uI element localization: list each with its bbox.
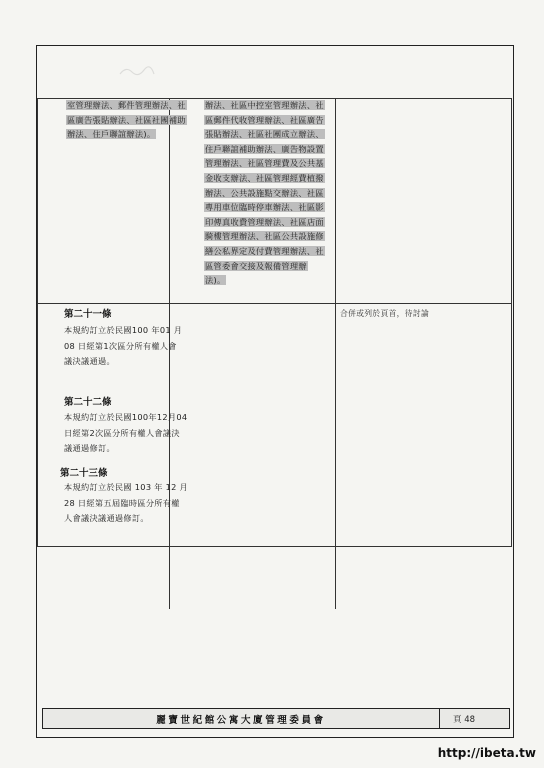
discussion-note: 合併或列於頁首，待討論 [340, 309, 430, 318]
text-line: 本規約訂立於民國 103 年 12 月 [64, 482, 189, 492]
text-line: 辦法、社區中控室管理辦法、社 [205, 100, 324, 110]
article-22-body [64, 410, 198, 457]
row1-col2-text [204, 98, 336, 288]
article-21-title: 第二十一條 [64, 309, 112, 320]
text-line: 區廣告張貼辦法、社區社團補助 [67, 114, 186, 125]
site-watermark: http://ibeta.tw [437, 746, 536, 760]
table-right-border [511, 98, 512, 547]
article-23-body [64, 480, 198, 527]
text-line: 辦法、公共設施點交辦法、社區 [205, 187, 324, 198]
row-divider [37, 303, 512, 304]
text-line: 本規約訂立於民國100年12月04 [64, 412, 188, 422]
text-line: 28 日經第五屆臨時區分所有權 [64, 497, 180, 508]
text-line: 住戶聯誼補助辦法、廣告物設置 [205, 143, 324, 154]
text-line: 辦法、住戶聯誼辦法)。 [67, 129, 156, 140]
table-bottom-border [37, 546, 512, 547]
text-line: 區郵件代收管理辦法、社區廣告 [205, 114, 324, 125]
text-line: 騎樓管理辦法、社區公共設施修 [205, 231, 324, 242]
text-line: 印傳真收費管理辦法、社區店面 [205, 216, 324, 227]
table-left-border [37, 98, 38, 547]
footer-committee-title: 麗寶世紀館公寓大廈管理委員會 [156, 715, 326, 726]
text-line: 人會議決議通過修訂。 [64, 513, 149, 523]
text-line: 張貼辦法、社區社團成立辦法、 [205, 129, 324, 140]
text-line: 日經第2次區分所有權人會議決 [64, 427, 180, 438]
article-22-title: 第二十二條 [64, 397, 112, 408]
text-line: 管理辦法、社區管理費及公共基 [205, 158, 324, 169]
text-line: 區管委會交接及報備管理辦 [205, 260, 307, 271]
text-line: 專用車位臨時停車辦法、社區影 [205, 202, 324, 213]
row1-col1-text [66, 98, 200, 142]
text-line: 本規約訂立於民國100 年01 月 [64, 325, 183, 335]
text-line: 金收支辦法、社區管理經費植撥 [205, 172, 324, 183]
article-21-body [64, 323, 198, 370]
text-line: 議決議通過。 [64, 356, 115, 366]
footer-bar [42, 708, 510, 729]
page-number: 頁 48 [453, 715, 476, 725]
text-line: 繕公私界定及付費管理辦法、社 [205, 245, 324, 256]
text-line: 議通過修訂。 [64, 443, 115, 453]
text-line: 室管理辦法、郵件管理辦法、社 [67, 100, 186, 110]
article-23-title: 第二十三條 [60, 468, 108, 479]
text-line: 法)。 [205, 275, 226, 286]
footer-divider [439, 709, 440, 728]
text-line: 08 日經第1次區分所有權人會 [64, 340, 177, 351]
